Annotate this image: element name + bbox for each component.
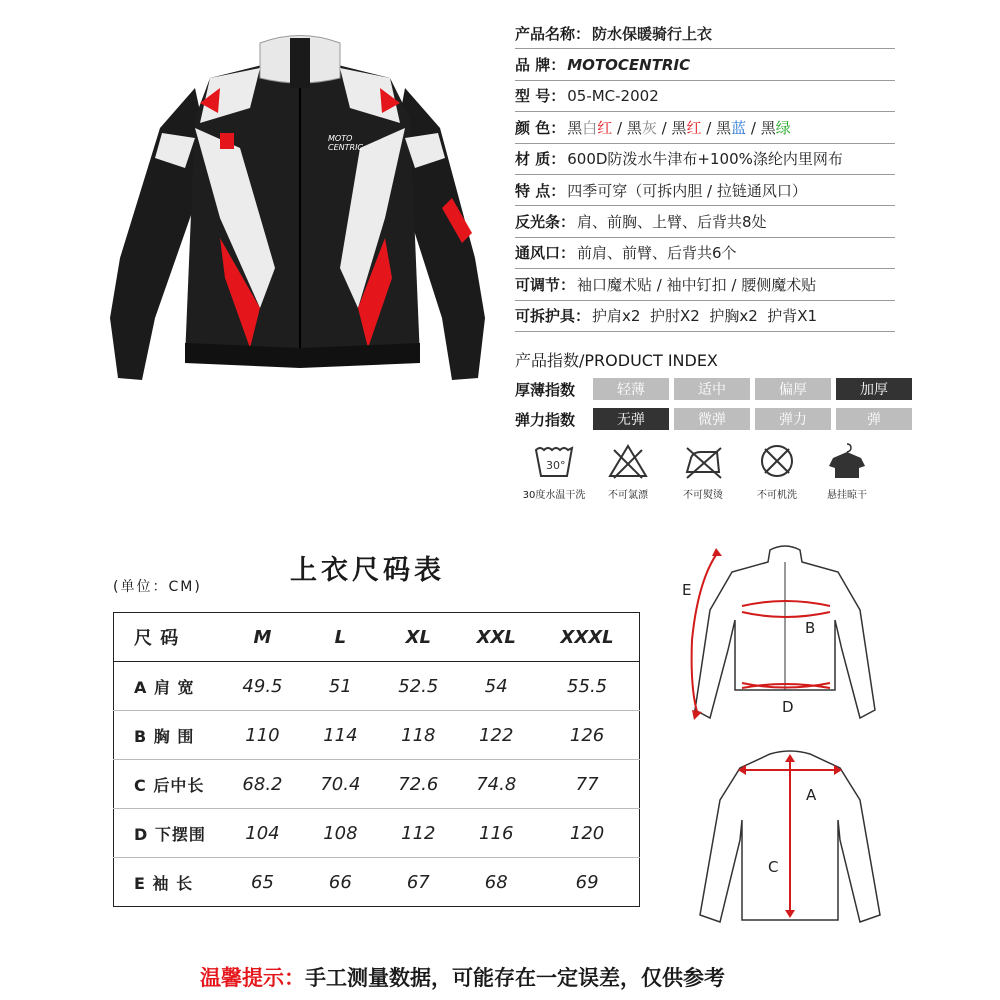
color-separator: / [701,118,717,137]
color-char: 绿 [775,118,791,137]
table-cell: 77 [535,760,639,809]
color-option [761,119,791,137]
table-cell: 112 [379,809,457,858]
spec-row-name [515,18,895,49]
elasticity-index [515,406,917,432]
table-cell: 122 [457,711,535,760]
header-cell: L [301,613,379,662]
care-no-bleach [588,442,668,501]
elasticity-option: 微弹 [674,408,750,430]
table-header-row [114,613,640,662]
spec-row-vents [515,238,895,269]
spec-key: 反光条： [515,213,576,232]
table-cell: 67 [406,871,430,893]
spec-value: 四季可穿（可拆内胆 / 拉链通风口） [567,181,807,200]
color-char: 蓝 [731,118,747,137]
thickness-option: 轻薄 [593,378,669,400]
spec-key: 材 质： [515,150,566,169]
care-label: 不可机洗 [757,490,797,501]
thickness-option: 偏厚 [755,378,831,400]
row-label: E 袖 长 [134,873,194,893]
row-label: B 胸 围 [114,711,224,760]
table-cell: 52.5 [379,662,457,711]
label-a: A [806,786,817,804]
label-c: C [768,858,779,876]
table-cell: 68.2 [224,760,302,809]
size-chart-title: 上衣尺码表 [290,555,445,586]
color-char: 白 [582,118,598,137]
spec-key: 颜 色： [515,118,566,137]
spec-row-brand [515,49,895,80]
spec-value: 袖口魔术贴 / 袖中钉扣 / 腰侧魔术贴 [577,275,817,294]
header-cell: M [224,613,302,662]
table-cell: 70.4 [301,760,379,809]
table-cell: 54 [457,662,535,711]
thickness-label: 厚薄指数 [515,380,576,399]
color-options [567,117,791,138]
elasticity-option: 弹 [836,408,912,430]
measurement-tip [200,962,725,992]
table-cell: 120 [535,809,639,858]
spec-key: 品 牌： [515,56,566,75]
jacket-logo-line1: MOTO [328,134,353,143]
color-separator: / [656,118,672,137]
thickness-option: 适中 [674,378,750,400]
spec-row-material [515,144,895,175]
spec-row-adjustable [515,269,895,300]
spec-key: 产品名称： [515,24,591,43]
label-e: E [682,581,692,599]
spec-row-colors [515,112,895,143]
table-cell: 110 [224,711,302,760]
table-cell: 55.5 [535,662,639,711]
care-hang-dry [807,442,887,501]
care-label: 悬挂晾干 [827,490,867,501]
jacket-product-image [100,18,500,398]
table-cell: 114 [301,711,379,760]
brand-name: MOTOCENTRIC [567,55,691,74]
no-machine-wash-icon [755,442,799,480]
table-cell: 74.8 [457,760,535,809]
header-cell: XL [379,613,457,662]
spec-value: 肩、前胸、上臂、后背共8处 [577,213,767,232]
thickness-index [515,376,917,402]
no-iron-icon [681,442,725,480]
color-char: 红 [597,118,613,137]
spec-key: 特 点： [515,181,566,200]
table-cell: 69 [575,871,599,893]
spec-value: 600D防泼水牛津布+100%涤纶内里网布 [567,150,843,169]
row-label: A 肩 宽 [114,662,224,711]
hang-dry-icon [825,442,869,480]
table-cell: 68 [484,871,508,893]
tip-text: 手工测量数据，可能存在一定误差，仅供参考 [305,966,725,990]
care-no-iron [663,442,743,501]
color-option [627,119,657,137]
table-row [114,711,640,760]
color-separator: / [746,118,761,137]
color-separator: / [612,118,627,137]
size-chart-unit: (单位：CM) [113,579,202,595]
thickness-option-selected: 加厚 [836,378,912,400]
spec-list [515,18,895,332]
row-label: D 下摆围 [114,809,224,858]
spec-value: 05-MC-2002 [567,86,659,105]
color-char: 黑 [760,118,776,137]
table-cell: 108 [301,809,379,858]
table-cell: 65 [251,871,274,893]
spec-row-features [515,175,895,206]
table-cell: 51 [301,662,379,711]
spec-value: 防水保暖骑行上衣 [592,24,713,43]
care-wash-30 [514,442,594,501]
size-chart-table [113,612,640,907]
label-d: D [782,698,794,716]
spec-key: 型 号： [515,87,566,106]
color-option [672,119,702,137]
spec-value: 护肩x2 护肘X2 护胸x2 护背X1 [592,307,818,326]
color-char: 黑 [671,118,687,137]
care-label: 不可氯漂 [608,490,648,501]
table-cell: 104 [224,809,302,858]
wash-30-icon [532,442,576,480]
color-option [567,119,612,137]
front-measurement-diagram [670,540,900,730]
table-cell: 72.6 [379,760,457,809]
color-char: 红 [686,118,702,137]
product-index-title: 产品指数/PRODUCT INDEX [515,351,718,370]
table-cell: 116 [457,809,535,858]
header-cell: 尺 码 [114,613,224,662]
spec-key: 通风口： [515,244,576,263]
table-cell: 49.5 [224,662,302,711]
color-char: 黑 [626,118,642,137]
label-b: B [805,619,816,637]
tip-label: 温馨提示： [200,966,305,990]
table-cell: 118 [379,711,457,760]
table-cell: 126 [535,711,639,760]
elasticity-option-selected: 无弹 [593,408,669,430]
table-row [114,662,640,711]
color-char: 灰 [641,118,657,137]
row-label: C 后中长 [114,760,224,809]
header-cell: XXL [457,613,535,662]
color-char: 黑 [716,118,732,137]
table-row [114,760,640,809]
spec-value: 前肩、前臂、后背共6个 [577,244,737,263]
table-cell: 66 [328,871,352,893]
spec-row-reflective [515,206,895,237]
header-cell: XXXL [535,613,639,662]
elasticity-option: 弹力 [755,408,831,430]
table-row [114,858,640,907]
spec-key: 可拆护具： [515,307,591,326]
spec-key: 可调节： [515,275,576,294]
spec-row-model [515,81,895,112]
spec-row-armor [515,301,895,332]
wash-temp: 30° [546,459,566,472]
jacket-logo-line2: CENTRIC [328,143,364,152]
color-char: 黑 [567,118,583,137]
table-row [114,809,640,858]
back-measurement-diagram [680,740,900,940]
care-label: 30度水温干洗 [522,490,586,501]
care-no-machine-wash [737,442,817,501]
elasticity-label: 弹力指数 [515,410,576,429]
no-bleach-icon [606,442,650,480]
color-option [716,119,746,137]
care-label: 不可熨烫 [683,490,723,501]
